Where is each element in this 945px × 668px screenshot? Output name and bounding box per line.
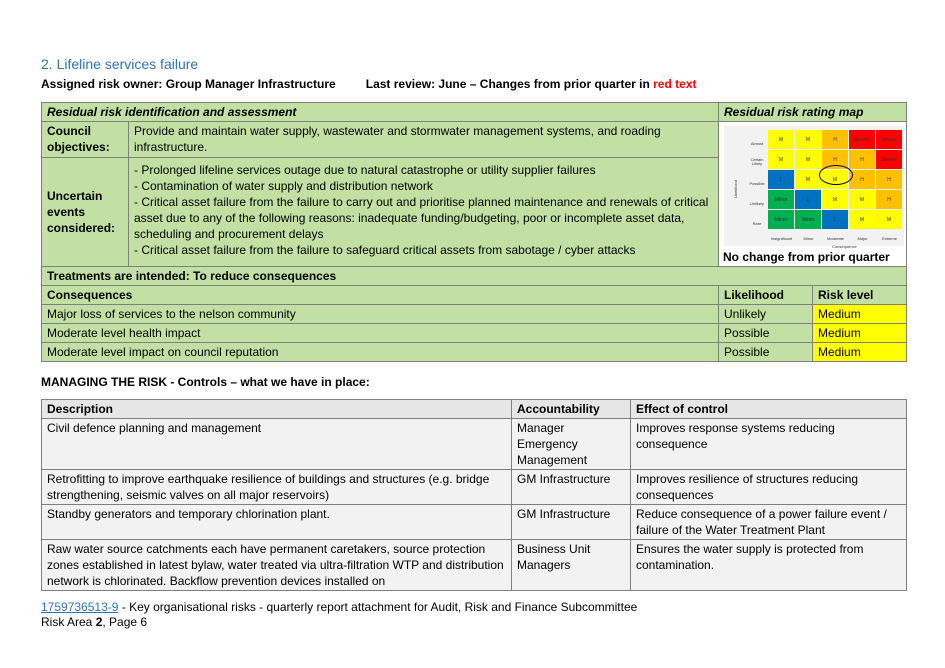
event-item: - Critical asset failure from the failure to carry out and prioritise planned maintenance and renewals of critical asset due to any of the following reasons: inadequate funding/budgeting, poor or incomplete asset data, scheduling and procurement delays [134,195,709,241]
likelihood-header: Likelihood [719,286,813,305]
map-change-note: No change from prior quarter [723,250,890,264]
matrix-cell: Minor [768,190,794,209]
risk-area-prefix: Risk Area [41,615,96,629]
managing-risk-heading: MANAGING THE RISK - Controls – what we have in place: [41,375,370,389]
council-objectives: Provide and maintain water supply, wastewater and stormwater management systems, and roading infrastructure. [129,122,719,158]
map-header: Residual risk rating map [719,103,907,122]
last-review: Last review: June – Changes from prior quarter in [365,77,654,91]
council-label: Council objectives: [42,122,129,158]
likelihood: Unlikely [719,305,813,324]
matrix-row-label: Possible [749,181,765,186]
matrix-cell: H [876,190,902,209]
matrix-cell: H [822,150,848,169]
matrix-cell: Severe [876,130,902,149]
likelihood: Possible [719,324,813,343]
accountability-header: Accountability [512,400,631,419]
risk-level: Medium [813,305,907,324]
control-row [42,419,907,470]
control-description: Civil defence planning and management [42,419,512,470]
matrix-cell: H [849,170,875,189]
risk-level-header: Risk level [813,286,907,305]
control-row [42,505,907,540]
matrix-cell: M [795,130,821,149]
matrix-cell: M [876,210,902,229]
document-link[interactable]: 1759736513-9 [41,600,119,614]
consequence-row [42,343,907,362]
matrix-cell: M [795,170,821,189]
matrix-cell: L [795,190,821,209]
matrix-cell: L [768,170,794,189]
controls-table [41,399,907,591]
control-effect: Ensures the water supply is protected from contamination. [631,540,907,591]
matrix-cell: Minor [795,210,821,229]
control-effect: Improves resilience of structures reducing consequences [631,470,907,505]
document-title: - Key organisational risks - quarterly report attachment for Audit, Risk and Finance Subcommittee [118,600,638,614]
consequences-header: Consequences [42,286,719,305]
owner-line [41,77,697,91]
treatments-row: Treatments are intended: To reduce consequences [42,267,907,286]
red-text-note: red text [653,77,697,91]
control-description: Raw water source catchments each have permanent caretakers, source protection zones established in latest bylaw, water treated via ultra-filtration WTP and distribution network is chlorinated. Backflow prevention devices installed on [42,540,512,591]
uncertain-events-label: Uncertain events considered: [42,158,129,267]
matrix-cell: M [822,190,848,209]
matrix-cell: M [849,210,875,229]
matrix-col-label: Extreme [882,236,897,241]
description-header: Description [42,400,512,419]
control-description: Retrofitting to improve earthquake resilience of buildings and structures (e.g. bridge strengthening, seismic valves on all major reservoirs) [42,470,512,505]
matrix-cell: Severe [849,130,875,149]
map-likelihood-axis: Likelihood [733,179,739,199]
event-item: - Critical asset failure from the failure to safeguard critical assets from sabotage / cyber attacks [134,243,636,257]
risk-owner: Assigned risk owner: Group Manager Infrastructure [41,77,336,91]
matrix-cell: M [795,150,821,169]
control-accountability: Business Unit Managers [512,540,631,591]
risk-area-number: 2 [95,615,103,629]
matrix-cell: H [822,130,848,149]
risk-level: Medium [813,324,907,343]
matrix-cell: M [849,190,875,209]
matrix-row-label: Unlikely [750,201,765,206]
map-consequence-axis: Consequence [832,244,857,249]
event-item: - Prolonged lifeline services outage due to natural catastrophe or utility supplier failures [134,163,596,177]
current-rating-circle [819,165,853,185]
likelihood: Possible [719,343,813,362]
residual-risk-table [41,102,907,362]
uncertain-events [129,158,719,267]
control-effect: Reduce consequence of a power failure event / failure of the Water Treatment Plant [631,505,907,540]
control-accountability: Manager Emergency Management [512,419,631,470]
control-effect: Improves response systems reducing consequence [631,419,907,470]
consequence: Moderate level impact on council reputation [42,343,719,362]
consequence-row [42,305,907,324]
event-item: - Contamination of water supply and distribution network [134,179,433,193]
matrix-row-label: Rare [752,221,762,226]
risk-rating-map [724,126,904,249]
consequence-row [42,324,907,343]
matrix-cell: H [876,170,902,189]
matrix-cell: M [822,170,848,189]
matrix-cell: L [822,210,848,229]
control-row [42,470,907,505]
control-accountability: GM Infrastructure [512,505,631,540]
matrix-col-label: Moderate [827,236,844,241]
control-row [42,540,907,591]
matrix-col-label: Minor [803,236,814,241]
matrix-col-label: Major [857,236,868,241]
matrix-cell: M [768,150,794,169]
consequence: Major loss of services to the nelson community [42,305,719,324]
control-description: Standby generators and temporary chlorination plant. [42,505,512,540]
control-accountability: GM Infrastructure [512,470,631,505]
matrix-row-label: Likely [751,161,763,166]
matrix-cell: M [768,130,794,149]
section-heading: 2. Lifeline services failure [41,56,199,72]
matrix-col-label: Insignificant [770,236,793,241]
matrix-cell: Minor [768,210,794,229]
page-number: , Page 6 [102,615,148,629]
matrix-cell: Severe [876,150,902,169]
risk-rating-map-cell [719,122,907,267]
consequence: Moderate level health impact [42,324,719,343]
matrix-row-label: Almost Certain [750,141,764,162]
risk-level: Medium [813,343,907,362]
residual-header: Residual risk identification and assessment [42,103,719,122]
page-footer [41,600,637,630]
effect-header: Effect of control [631,400,907,419]
matrix-cell: H [849,150,875,169]
